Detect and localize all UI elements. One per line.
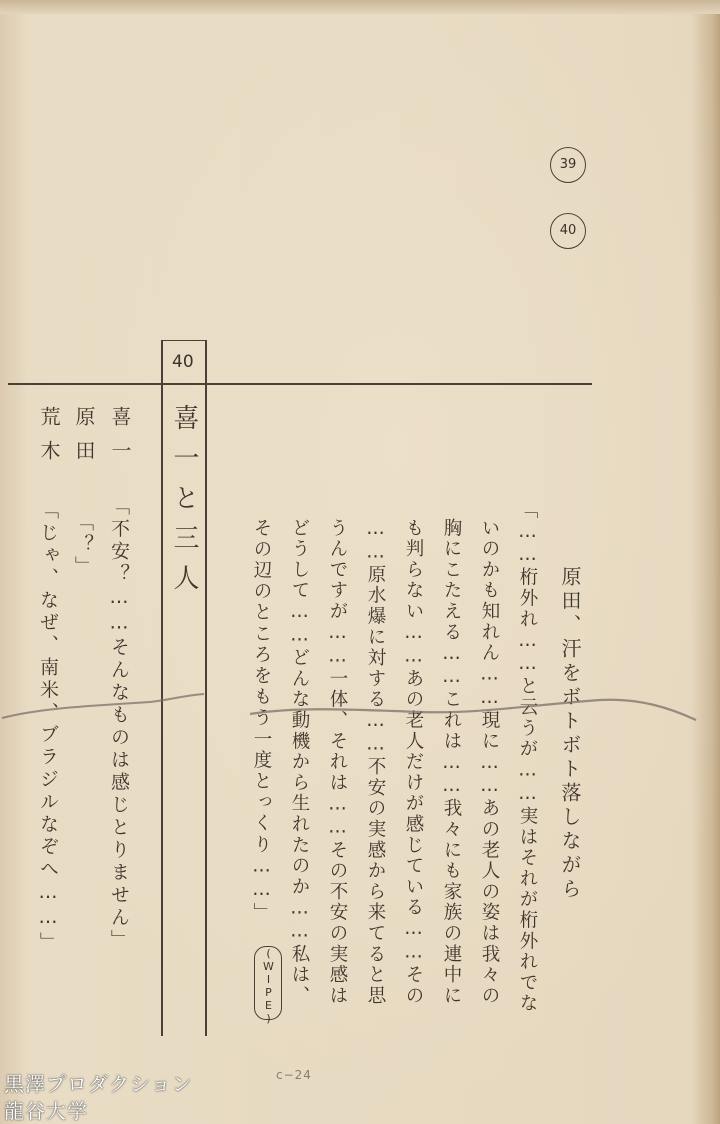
- dialogue-line-8: その辺のところをもう一度とっくり……」: [251, 518, 272, 924]
- dialogue-line-6: うんですが……一体、それは……その不安の実感は: [327, 518, 348, 1007]
- circled-number-39: 39: [550, 147, 586, 183]
- scene-column-right-rule: [205, 340, 207, 1036]
- dialogue-line-4: も判らない……あの老人だけが感じている……その: [403, 518, 424, 1007]
- dialogue-line-2: いのかも知れん……現に……あの老人の姿は我々の: [479, 518, 500, 1007]
- page-number: c−24: [276, 1068, 312, 1082]
- watermark-line-2: 龍谷大学: [4, 1099, 88, 1123]
- wipe-mark: (WIPE): [254, 946, 282, 1020]
- speaker-line-harada: 「？」: [72, 512, 94, 578]
- dialogue-line-1: 「……桁外れ……と云うが……実はそれが桁外れでな: [517, 500, 538, 1015]
- stage-direction: 原田、汗をボトボト落しながら: [558, 566, 582, 902]
- watermark-line-1: 黒澤プロダクション: [4, 1072, 193, 1096]
- speaker-line-kiichi: 「不安？……そんなものは感じとりません」: [108, 496, 130, 952]
- horizontal-rule: [8, 383, 592, 385]
- scene-number: 40: [172, 352, 194, 372]
- page-top-edge: [0, 0, 720, 14]
- scene-column-left-rule: [161, 340, 163, 1036]
- circled-number-40: 40: [550, 213, 586, 249]
- scene-box-top-rule: [161, 340, 207, 341]
- speaker-line-araki: 「じゃ、なぜ、南米、ブラジルなぞへ……」: [37, 500, 59, 954]
- pencil-strike-lines: [0, 690, 700, 740]
- dialogue-line-7: どうして……どんな動機から生れたのか……私は、: [289, 518, 310, 1007]
- scene-heading: 喜一と三人: [169, 404, 199, 604]
- speaker-name-harada: 原田: [72, 406, 96, 474]
- speaker-name-araki: 荒木: [37, 406, 61, 474]
- speaker-name-kiichi: 喜一: [108, 406, 132, 474]
- dialogue-line-3: 胸にこたえる……これは……我々にも家族の連中に: [441, 518, 462, 1007]
- dialogue-line-5: ……原水爆に対する……不安の実感から来てると思: [365, 518, 386, 1007]
